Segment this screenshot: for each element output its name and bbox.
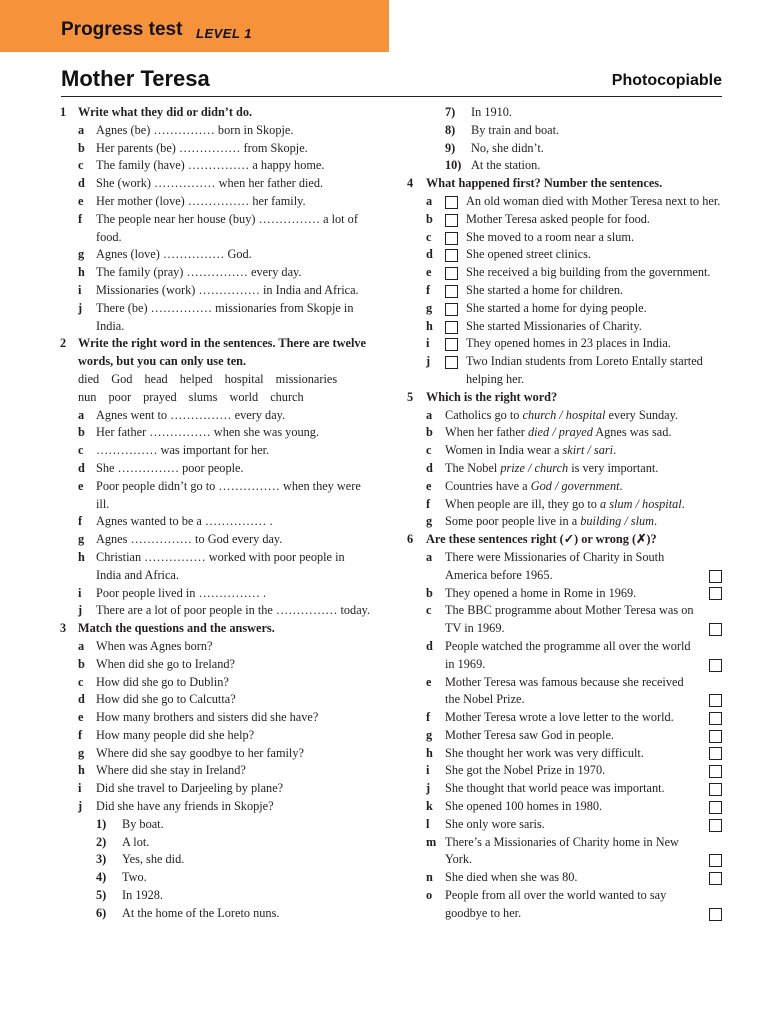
section-3-answers-right (407, 104, 722, 175)
answer-text: A lot. (122, 834, 150, 849)
section-1-item (60, 193, 372, 211)
right-wrong-box[interactable] (709, 659, 722, 672)
item-letter: e (426, 674, 432, 689)
number-box[interactable] (445, 321, 458, 334)
item-letter: g (78, 745, 85, 760)
answer-number: 5) (96, 888, 107, 903)
item-text: There’s a Missionaries of Charity home in New York. (445, 834, 679, 867)
right-wrong-box[interactable] (709, 570, 722, 583)
answer-option (60, 905, 372, 923)
item-text: Poor people lived in …………… . (96, 585, 267, 600)
section-3-questions (60, 638, 372, 816)
item-text: She started Missionaries of Charity. (466, 318, 642, 333)
section-4-item (407, 300, 722, 318)
answer-number: 8) (445, 122, 456, 137)
item-text: An old woman died with Mother Teresa next to her. (466, 193, 721, 208)
section-1-item (60, 140, 372, 158)
section-3-question (60, 798, 372, 816)
item-letter: h (426, 745, 433, 760)
item-letter: j (426, 354, 431, 369)
item-text: Mother Teresa wrote a love letter to the world. (445, 710, 674, 725)
section-6-items (407, 549, 722, 923)
item-letter: f (78, 211, 83, 226)
item-text-pre: When her father (445, 425, 528, 440)
item-text: She opened street clinics. (466, 247, 591, 262)
section-3-question (60, 727, 372, 745)
left-column (60, 104, 372, 923)
item-text: She started a home for children. (466, 282, 624, 297)
item-text: Agnes …………… to God every day. (96, 532, 283, 547)
answer-text: Yes, she did. (122, 852, 185, 867)
section-6-item (407, 638, 722, 674)
section-3-question (60, 638, 372, 656)
item-letter: d (78, 692, 85, 707)
section-1-item (60, 264, 372, 282)
item-text-pre: Countries have a (445, 478, 531, 493)
item-text: Her mother (love) …………… her family. (96, 193, 306, 208)
answer-number: 1) (96, 816, 107, 831)
item-letter: c (426, 443, 432, 458)
item-letter: a (426, 407, 433, 422)
item-text: Agnes (love) …………… God. (96, 247, 252, 262)
section-5-item (407, 496, 722, 514)
right-wrong-box[interactable] (709, 623, 722, 636)
section-2-item (60, 549, 372, 585)
item-text: She only wore saris. (445, 816, 545, 831)
item-text-post: . (613, 443, 617, 458)
item-letter: d (426, 460, 433, 475)
answer-option (407, 104, 722, 122)
number-box[interactable] (445, 232, 458, 245)
section-6-item (407, 585, 722, 603)
answer-number: 3) (96, 852, 107, 867)
item-letter: e (78, 710, 84, 725)
section-4-item (407, 335, 722, 353)
section-6-item (407, 709, 722, 727)
item-text: Her parents (be) …………… from Skopje. (96, 140, 308, 155)
word-bank-line-2: nun poor prayed slums world church (78, 389, 304, 404)
item-letter: h (426, 318, 433, 333)
section-5-item (407, 442, 722, 460)
item-letter: h (78, 763, 85, 778)
right-wrong-box[interactable] (709, 819, 722, 832)
item-letter: b (426, 425, 433, 440)
item-text-pre: Women in India wear a (445, 443, 563, 458)
item-letter: a (78, 122, 85, 137)
photocopiable-label: Photocopiable (611, 72, 722, 89)
item-letter: e (426, 478, 432, 493)
item-letter: j (426, 781, 431, 796)
item-text: People from all over the world wanted to say goodbye to her. (445, 888, 667, 920)
section-4-item (407, 193, 722, 211)
answer-option (407, 157, 722, 175)
item-letter: i (426, 336, 430, 351)
section-3-question (60, 745, 372, 763)
item-letter: c (426, 229, 432, 244)
item-text: The BBC programme about Mother Teresa was on TV in 1969. (445, 603, 694, 636)
item-text: How did she go to Calcutta? (96, 692, 236, 707)
word-choice[interactable]: building / slum (580, 514, 655, 529)
item-text: Poor people didn’t go to …………… when they were ill. (96, 478, 361, 511)
right-wrong-box[interactable] (709, 712, 722, 725)
section-2-item (60, 478, 372, 514)
section-6-item (407, 674, 722, 710)
number-box[interactable] (445, 214, 458, 227)
item-letter: i (78, 781, 82, 796)
item-letter: a (426, 549, 433, 564)
right-wrong-box[interactable] (709, 908, 722, 921)
section-3-question (60, 656, 372, 674)
item-letter: i (78, 282, 82, 297)
section-6-item (407, 762, 722, 780)
item-text: She …………… poor people. (96, 460, 244, 475)
section-6-item (407, 745, 722, 763)
right-wrong-box[interactable] (709, 694, 722, 707)
right-wrong-box[interactable] (709, 730, 722, 743)
item-text: Two Indian students from Loreto Entally started helping her. (466, 354, 703, 386)
item-letter: f (78, 727, 83, 742)
item-letter: a (426, 193, 433, 208)
item-text: Where did she say goodbye to her family? (96, 745, 304, 760)
item-text: Did she have any friends in Skopje? (96, 799, 274, 814)
number-box[interactable] (445, 249, 458, 262)
item-text: The people near her house (buy) …………… a lot of food. (96, 211, 358, 244)
item-text-pre: Some poor people live in a (445, 514, 581, 529)
item-letter: d (78, 460, 85, 475)
section-4-item (407, 246, 722, 264)
item-text-post: is very important. (568, 460, 659, 475)
item-letter: a (78, 638, 85, 653)
answer-text: At the station. (471, 158, 541, 173)
section-2-item (60, 513, 372, 531)
item-text-pre: When people are ill, they go to (445, 496, 601, 511)
item-letter: e (426, 265, 432, 280)
section-2-item (60, 424, 372, 442)
item-text: There are a lot of poor people in the …………… today. (96, 603, 371, 618)
item-letter: n (426, 870, 433, 885)
item-text: She (work) …………… when her father died. (96, 176, 324, 191)
header-banner (0, 0, 389, 52)
section-3-question (60, 709, 372, 727)
section-2-items (60, 407, 372, 621)
right-wrong-box[interactable] (709, 783, 722, 796)
section-1-items (60, 122, 372, 336)
item-letter: f (426, 710, 431, 725)
section-1-item (60, 246, 372, 264)
section-2-item (60, 407, 372, 425)
item-letter: o (426, 888, 433, 903)
item-text: They opened a home in Rome in 1969. (445, 585, 637, 600)
section-2-item (60, 442, 372, 460)
item-text-post: Agnes was sad. (592, 425, 672, 440)
item-text: When was Agnes born? (96, 638, 213, 653)
right-wrong-box[interactable] (709, 801, 722, 814)
word-choice[interactable]: a slum / hospital (600, 496, 682, 511)
answer-text: In 1928. (122, 888, 163, 903)
item-text: The family (pray) …………… every day. (96, 265, 302, 280)
answer-text: At the home of the Loreto nuns. (122, 905, 280, 920)
number-box[interactable] (445, 303, 458, 316)
answer-option (407, 122, 722, 140)
section-3-heading: 3 Match the questions and the answers. (60, 621, 275, 636)
section-2-item (60, 460, 372, 478)
section-1-item (60, 300, 372, 336)
number-box[interactable] (445, 356, 458, 369)
item-text: Did she travel to Darjeeling by plane? (96, 781, 284, 796)
answer-text: Two. (122, 870, 147, 885)
item-letter: j (78, 300, 83, 315)
answer-option (60, 887, 372, 905)
title-rule (61, 96, 722, 97)
item-letter: f (78, 514, 83, 529)
item-letter: e (78, 193, 84, 208)
item-letter: c (78, 158, 84, 173)
item-letter: h (78, 549, 85, 564)
answer-text: By train and boat. (471, 122, 560, 137)
section-5-items (407, 407, 722, 532)
item-text-pre: Catholics go to (445, 407, 523, 422)
item-text: There were Missionaries of Charity in South America before 1965. (445, 549, 665, 582)
test-title: Progress test (61, 19, 183, 40)
item-text: She received a big building from the government. (466, 265, 711, 280)
section-1-item (60, 211, 372, 247)
section-6-item (407, 549, 722, 585)
section-1-item (60, 175, 372, 193)
section-6-item (407, 834, 722, 870)
section-6-item (407, 727, 722, 745)
number-box[interactable] (445, 267, 458, 280)
word-bank-line-1: died God head helped hospital missionaries (78, 371, 338, 386)
section-1-item (60, 282, 372, 300)
section-4-item (407, 211, 722, 229)
item-text: Agnes went to …………… every day. (96, 407, 286, 422)
item-letter: d (426, 247, 433, 262)
section-5-item (407, 460, 722, 478)
section-6-item (407, 602, 722, 638)
right-wrong-box[interactable] (709, 765, 722, 778)
word-choice[interactable]: skirt / sari (562, 443, 614, 458)
item-text-post: . (654, 514, 658, 529)
answer-option (60, 869, 372, 887)
item-text: …………… was important for her. (96, 443, 270, 458)
number-box[interactable] (445, 338, 458, 351)
section-1-item (60, 122, 372, 140)
section-5-heading: 5 Which is the right word? (407, 389, 558, 404)
section-1-item (60, 157, 372, 175)
right-column (407, 104, 722, 923)
answer-option (407, 140, 722, 158)
section-5-item (407, 513, 722, 531)
section-6-item (407, 869, 722, 887)
item-text: She thought that world peace was important. (445, 781, 665, 796)
section-4-item (407, 229, 722, 247)
word-choice[interactable]: God / government (530, 478, 620, 493)
section-3-answers-left (60, 816, 372, 923)
item-text: Mother Teresa was famous because she received the Nobel Prize. (445, 674, 684, 707)
item-text: Christian …………… worked with poor people in India and Africa. (96, 549, 345, 582)
answer-number: 4) (96, 870, 107, 885)
item-text: How many brothers and sisters did she have? (96, 710, 319, 725)
item-letter: b (426, 585, 433, 600)
item-letter: i (78, 585, 82, 600)
item-letter: f (426, 282, 431, 297)
item-letter: b (426, 211, 433, 226)
section-2-item (60, 602, 372, 620)
section-4-heading: 4 What happened first? Number the sentences. (407, 176, 663, 191)
answer-text: In 1910. (471, 105, 512, 119)
section-6-item (407, 887, 722, 923)
item-text: Agnes (be) …………… born in Skopje. (96, 122, 294, 137)
item-letter: a (78, 407, 85, 422)
word-choice[interactable]: died / prayed (527, 425, 593, 440)
item-letter: b (78, 656, 85, 671)
section-6-item (407, 780, 722, 798)
page-title: Mother Teresa (61, 66, 210, 91)
item-text: She opened 100 homes in 1980. (445, 799, 603, 814)
section-3-question (60, 674, 372, 692)
item-letter: c (78, 443, 84, 458)
item-letter: f (426, 496, 431, 511)
item-text: She moved to a room near a slum. (466, 229, 635, 244)
item-letter: c (426, 603, 432, 618)
item-text: Agnes wanted to be a …………… . (96, 514, 273, 529)
item-text-post: . (619, 478, 623, 493)
section-3-question (60, 691, 372, 709)
item-text-post: every Sunday. (605, 407, 679, 422)
item-text: The family (have) …………… a happy home. (96, 158, 325, 173)
right-wrong-box[interactable] (709, 747, 722, 760)
section-4-item (407, 264, 722, 282)
item-letter: d (426, 638, 433, 653)
item-letter: m (426, 834, 437, 849)
word-choice[interactable]: prize / church (500, 460, 569, 475)
item-text: Where did she stay in Ireland? (96, 763, 246, 778)
item-letter: g (78, 532, 85, 547)
item-letter: g (78, 247, 85, 262)
item-letter: g (426, 727, 433, 742)
right-wrong-box[interactable] (709, 872, 722, 885)
section-5-item (407, 478, 722, 496)
right-wrong-box[interactable] (709, 854, 722, 867)
answer-option (60, 834, 372, 852)
answer-number: 6) (96, 905, 107, 920)
answer-number: 9) (445, 140, 456, 155)
item-text: How did she go to Dublin? (96, 674, 229, 689)
section-4-item (407, 282, 722, 300)
section-6-heading: 6 Are these sentences right (✓) or wrong (✗)? (407, 532, 657, 547)
item-text: People watched the programme all over the world in 1969. (445, 638, 691, 671)
item-letter: e (78, 478, 84, 493)
item-text: They opened homes in 23 places in India. (466, 336, 671, 351)
item-text: Mother Teresa asked people for food. (466, 211, 650, 226)
item-text: She died when she was 80. (445, 870, 578, 885)
word-choice[interactable]: church / hospital (522, 407, 606, 422)
level-label: LEVEL 1 (196, 26, 253, 41)
item-letter: g (426, 514, 433, 529)
item-text: There (be) …………… missionaries from Skopje in India. (96, 300, 354, 333)
item-letter: j (78, 603, 83, 618)
answer-number: 10) (445, 158, 462, 173)
item-text: How many people did she help? (96, 727, 255, 742)
answer-option (60, 851, 372, 869)
item-letter: d (78, 176, 85, 191)
item-text: She thought her work was very difficult. (445, 745, 644, 760)
item-letter: g (426, 300, 433, 315)
right-wrong-box[interactable] (709, 587, 722, 600)
answer-option (60, 816, 372, 834)
answer-text: By boat. (122, 816, 164, 831)
section-2-heading: 2 Write the right word in the sentences. There are twelve words, but you can only use ten. (60, 336, 367, 369)
item-text: Mother Teresa saw God in people. (445, 727, 614, 742)
section-4-item (407, 318, 722, 336)
section-5-item (407, 424, 722, 442)
item-text: When did she go to Ireland? (96, 656, 235, 671)
item-letter: b (78, 425, 85, 440)
item-letter: i (426, 763, 430, 778)
item-letter: c (78, 674, 84, 689)
section-6-item (407, 816, 722, 834)
item-text: Missionaries (work) …………… in India and Africa. (96, 282, 359, 297)
item-letter: l (426, 816, 430, 831)
item-letter: j (78, 799, 83, 814)
item-text-post: . (681, 496, 685, 511)
number-box[interactable] (445, 196, 458, 209)
section-1-heading: 1 Write what they did or didn’t do. (60, 105, 253, 119)
number-box[interactable] (445, 285, 458, 298)
item-letter: h (78, 265, 85, 280)
section-6-item (407, 798, 722, 816)
section-4-items (407, 193, 722, 389)
answer-number: 7) (445, 105, 456, 119)
section-3-question (60, 762, 372, 780)
answer-number: 2) (96, 834, 107, 849)
section-2-item (60, 531, 372, 549)
item-text-pre: The Nobel (445, 460, 501, 475)
item-letter: k (426, 799, 433, 814)
answer-text: No, she didn’t. (471, 140, 544, 155)
item-text: She got the Nobel Prize in 1970. (445, 763, 606, 778)
section-3-question (60, 780, 372, 798)
item-text: She started a home for dying people. (466, 300, 647, 315)
section-5-item (407, 407, 722, 425)
section-4-item (407, 353, 722, 389)
item-text: Her father …………… when she was young. (96, 425, 320, 440)
item-letter: b (78, 140, 85, 155)
section-2-item (60, 585, 372, 603)
